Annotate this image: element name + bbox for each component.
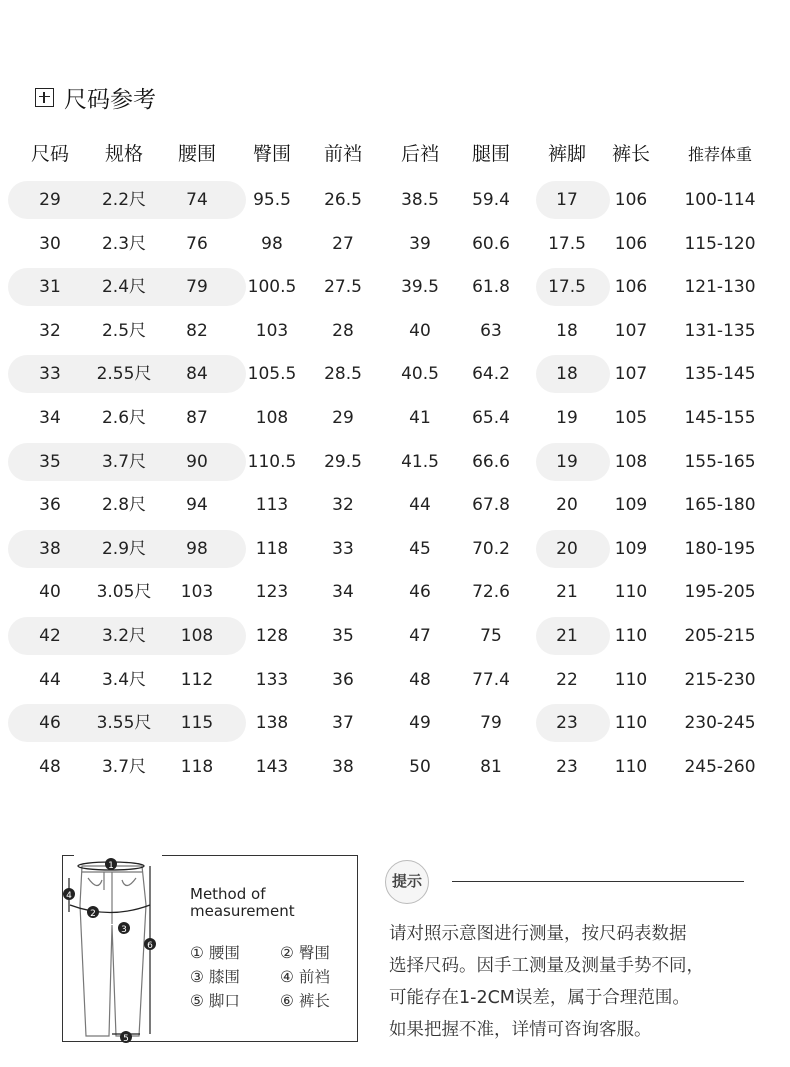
table-cell: 49	[409, 713, 431, 734]
table-cell: 30	[39, 233, 61, 254]
column-header: 腿围	[471, 143, 510, 165]
table-cell: 41.5	[401, 451, 439, 472]
table-cell: 3.7尺	[101, 451, 147, 472]
table-cell: 23	[556, 713, 578, 734]
table-cell: 76	[186, 233, 208, 254]
table-cell: 3.05尺	[96, 582, 152, 603]
table-cell: 38	[332, 756, 354, 777]
marker-3-label: 3	[121, 925, 127, 935]
table-cell: 109	[614, 495, 648, 516]
tips-divider	[452, 881, 744, 882]
table-cell: 180-195	[684, 538, 756, 559]
method-title	[190, 886, 295, 920]
table-cell: 35	[39, 451, 61, 472]
table-cell: 47	[409, 626, 431, 646]
table-cell: 79	[186, 277, 208, 298]
table-cell: 110.5	[247, 451, 297, 472]
table-cell: 138	[255, 713, 289, 734]
table-cell: 105	[614, 408, 648, 428]
table-cell: 3.2尺	[101, 626, 147, 646]
table-cell: 100.5	[247, 277, 297, 298]
table-cell: 81	[480, 756, 502, 777]
table-cell: 108	[255, 408, 289, 428]
table-cell: 107	[614, 364, 648, 385]
table-cell: 70.2	[472, 538, 510, 559]
table-cell: 17	[556, 190, 578, 210]
table-cell: 44	[39, 669, 61, 690]
tips-badge: 提示	[385, 860, 429, 904]
column-header: 规格	[104, 143, 143, 165]
table-cell: 84	[186, 364, 208, 385]
table-cell: 31	[39, 277, 61, 298]
legend-length: ⑥ 裤长	[280, 992, 330, 1010]
tips-line-2: 选择尺码。因手工测量及测量手势不同，	[389, 956, 704, 976]
table-cell: 19	[556, 451, 578, 472]
table-cell: 39.5	[401, 277, 439, 298]
table-cell: 35	[332, 626, 354, 646]
table-cell: 66.6	[472, 451, 510, 472]
table-cell: 112	[180, 669, 214, 690]
table-cell: 79	[480, 713, 502, 734]
legend-hem: ⑤ 脚口	[190, 992, 240, 1010]
tips-line-4: 如果把握不准，详情可咨询客服。	[389, 1020, 652, 1040]
marker-1-icon	[105, 858, 117, 871]
table-cell: 34	[332, 582, 354, 603]
table-cell: 103	[180, 582, 214, 603]
table-cell: 18	[556, 364, 578, 385]
table-cell: 100-114	[684, 190, 756, 210]
table-cell: 110	[614, 713, 648, 734]
column-header: 腰围	[177, 143, 216, 165]
column-header: 裤长	[611, 143, 650, 165]
table-cell: 128	[255, 626, 289, 646]
table-cell: 29.5	[324, 451, 362, 472]
table-cell: 108	[614, 451, 648, 472]
table-cell: 40	[39, 582, 61, 603]
table-cell: 34	[39, 408, 61, 428]
column-header: 后裆	[400, 143, 439, 165]
table-cell: 77.4	[472, 669, 510, 690]
table-cell: 195-205	[684, 582, 756, 603]
table-cell: 26.5	[324, 190, 362, 210]
table-cell: 110	[614, 626, 648, 646]
table-cell: 113	[255, 495, 289, 516]
table-cell: 32	[332, 495, 354, 516]
table-cell: 155-165	[684, 451, 756, 472]
method-title-line1: Method of	[190, 885, 266, 903]
table-cell: 98	[261, 233, 283, 254]
table-cell: 46	[39, 713, 61, 734]
table-cell: 2.4尺	[101, 277, 147, 298]
table-cell: 98	[186, 538, 208, 559]
column-header: 裤脚	[547, 143, 586, 165]
table-cell: 36	[39, 495, 61, 516]
table-cell: 27	[332, 233, 354, 254]
marker-5-label: 5	[123, 1034, 129, 1044]
table-cell: 45	[409, 538, 431, 559]
legend-waist: ① 腰围	[190, 944, 240, 962]
table-cell: 48	[409, 669, 431, 690]
table-cell: 87	[186, 408, 208, 428]
table-cell: 32	[39, 320, 61, 341]
marker-3-icon	[118, 922, 130, 935]
table-cell: 42	[39, 626, 61, 646]
column-header: 前裆	[323, 143, 362, 165]
table-cell: 109	[614, 538, 648, 559]
table-cell: 108	[180, 626, 214, 646]
table-cell: 105.5	[247, 364, 297, 385]
table-cell: 2.55尺	[96, 364, 152, 385]
table-cell: 95.5	[253, 190, 291, 210]
table-cell: 61.8	[472, 277, 510, 298]
marker-2-label: 2	[90, 909, 96, 919]
table-cell: 33	[39, 364, 61, 385]
table-cell: 18	[556, 320, 578, 341]
marker-4-icon	[63, 888, 75, 901]
table-cell: 21	[556, 626, 578, 646]
table-cell: 3.7尺	[101, 756, 147, 777]
legend-front-rise: ④ 前裆	[280, 968, 330, 986]
table-cell: 38.5	[401, 190, 439, 210]
table-cell: 63	[480, 320, 502, 341]
table-cell: 245-260	[684, 756, 756, 777]
legend-hip: ② 臀围	[280, 944, 330, 962]
column-header: 臀围	[252, 143, 291, 165]
table-cell: 50	[409, 756, 431, 777]
table-cell: 36	[332, 669, 354, 690]
table-cell: 135-145	[684, 364, 756, 385]
table-cell: 3.4尺	[101, 669, 147, 690]
table-cell: 65.4	[472, 408, 510, 428]
table-cell: 41	[409, 408, 431, 428]
table-cell: 2.8尺	[101, 495, 147, 516]
table-cell: 48	[39, 756, 61, 777]
table-cell: 133	[255, 669, 289, 690]
table-cell: 28	[332, 320, 354, 341]
table-cell: 2.2尺	[101, 190, 147, 210]
table-cell: 72.6	[472, 582, 510, 603]
table-cell: 39	[409, 233, 431, 254]
table-cell: 205-215	[684, 626, 756, 646]
table-cell: 40	[409, 320, 431, 341]
table-cell: 28.5	[324, 364, 362, 385]
table-cell: 145-155	[684, 408, 756, 428]
table-cell: 75	[480, 626, 502, 646]
table-cell: 46	[409, 582, 431, 603]
table-cell: 20	[556, 495, 578, 516]
table-cell: 29	[332, 408, 354, 428]
table-cell: 230-245	[684, 713, 756, 734]
table-cell: 23	[556, 756, 578, 777]
table-cell: 131-135	[684, 320, 756, 341]
table-cell: 90	[186, 451, 208, 472]
table-cell: 37	[332, 713, 354, 734]
table-cell: 118	[180, 756, 214, 777]
table-cell: 106	[614, 277, 648, 298]
table-cell: 38	[39, 538, 61, 559]
table-cell: 33	[332, 538, 354, 559]
table-cell: 19	[556, 408, 578, 428]
table-cell: 3.55尺	[96, 713, 152, 734]
table-cell: 17.5	[548, 277, 586, 298]
table-cell: 67.8	[472, 495, 510, 516]
table-cell: 118	[255, 538, 289, 559]
table-cell: 106	[614, 190, 648, 210]
tips-text	[389, 918, 769, 1046]
table-cell: 44	[409, 495, 431, 516]
table-cell: 143	[255, 756, 289, 777]
table-cell: 103	[255, 320, 289, 341]
table-cell: 121-130	[684, 277, 756, 298]
method-title-line2: measurement	[190, 902, 295, 920]
table-cell: 27.5	[324, 277, 362, 298]
table-cell: 215-230	[684, 669, 756, 690]
table-cell: 29	[39, 190, 61, 210]
table-cell: 2.3尺	[101, 233, 147, 254]
marker-1-label: 1	[108, 861, 114, 871]
table-cell: 40.5	[401, 364, 439, 385]
table-cell: 123	[255, 582, 289, 603]
legend-knee: ③ 膝围	[190, 968, 240, 986]
table-cell: 21	[556, 582, 578, 603]
table-cell: 82	[186, 320, 208, 341]
table-cell: 110	[614, 582, 648, 603]
table-cell: 165-180	[684, 495, 756, 516]
marker-6-icon	[144, 938, 156, 951]
marker-6-label: 6	[147, 941, 153, 951]
table-cell: 64.2	[472, 364, 510, 385]
table-cell: 106	[614, 233, 648, 254]
table-cell: 59.4	[472, 190, 510, 210]
column-header: 推荐体重	[687, 145, 752, 164]
table-cell: 110	[614, 669, 648, 690]
table-cell: 2.6尺	[101, 408, 147, 428]
table-cell: 115-120	[684, 233, 756, 254]
table-cell: 2.5尺	[101, 320, 147, 341]
table-cell: 110	[614, 756, 648, 777]
tips-line-3: 可能存在1-2CM误差，属于合理范围。	[389, 988, 690, 1008]
table-cell: 2.9尺	[101, 538, 147, 559]
page-title: 尺码参考	[64, 86, 156, 113]
table-cell: 20	[556, 538, 578, 559]
marker-2-icon	[87, 906, 99, 919]
tips-line-1: 请对照示意图进行测量，按尺码表数据	[389, 924, 687, 944]
table-cell: 107	[614, 320, 648, 341]
table-cell: 22	[556, 669, 578, 690]
table-cell: 115	[180, 713, 214, 734]
table-cell: 94	[186, 495, 208, 516]
marker-4-label: 4	[66, 891, 72, 901]
table-cell: 60.6	[472, 233, 510, 254]
column-header: 尺码	[30, 143, 69, 165]
table-cell: 17.5	[548, 233, 586, 254]
marker-5-icon	[120, 1031, 132, 1044]
table-cell: 74	[186, 190, 208, 210]
pants-outline-icon	[80, 866, 146, 1036]
